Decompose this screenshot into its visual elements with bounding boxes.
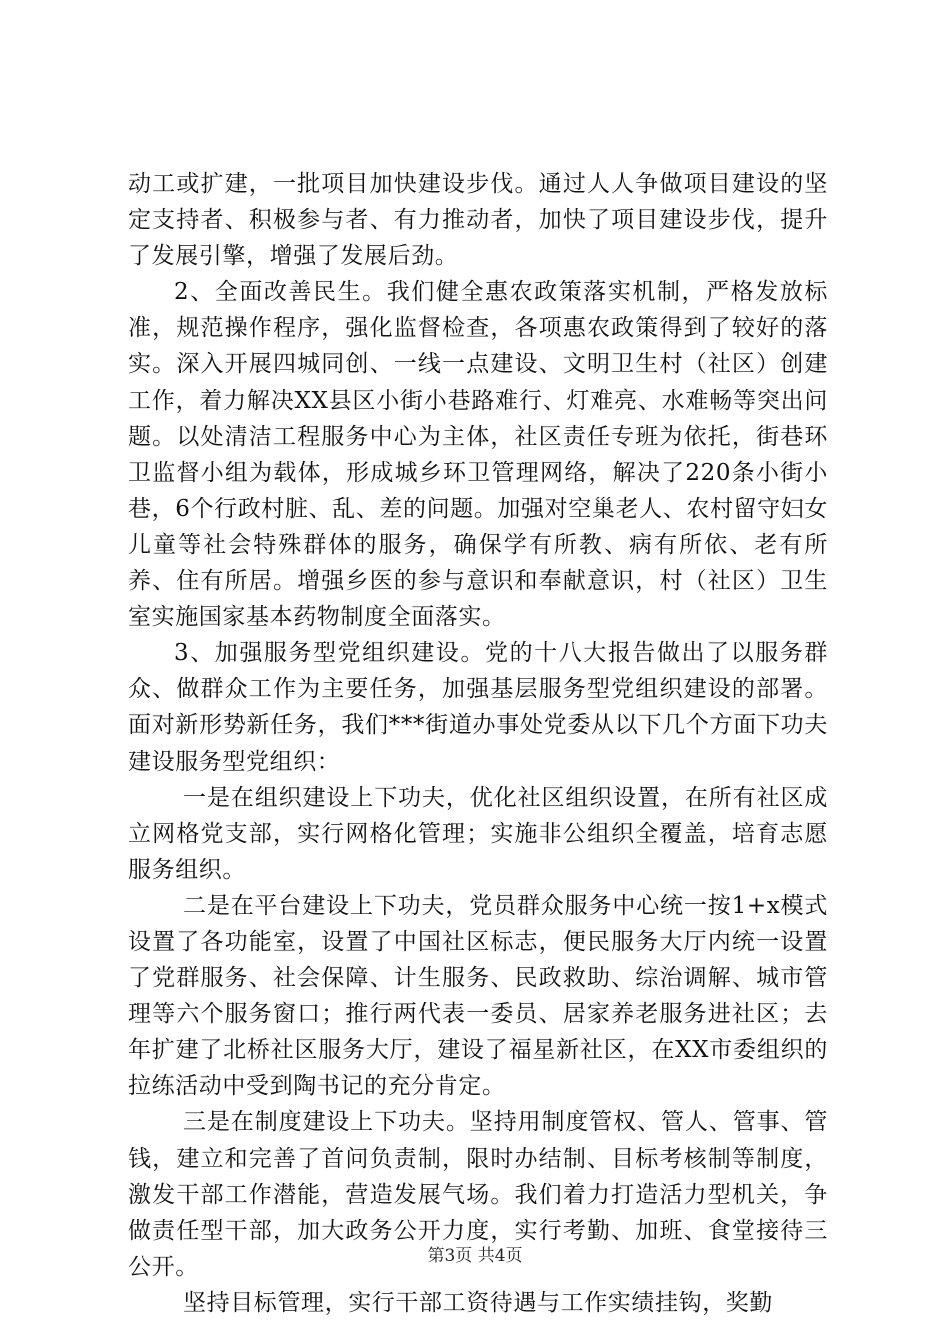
paragraph-project-construction: 动工或扩建，一批项目加快建设步伐。通过人人争做项目建设的坚定支持者、积极参与者、有力推动者，加快了项目建设步伐，提升了发展引擎，增强了发展后劲。 [128, 171, 828, 270]
paragraph-organization-building: 一是在组织建设上下功夫，优化社区组织设置，在所有社区成立网格党支部，实行网格化管理；实施非公组织全覆盖，培育志愿服务组织。 [128, 784, 828, 883]
paragraph-platform-building: 二是在平台建设上下功夫，党员群众服务中心统一按1+x模式设置了各功能室，设置了中国社区标志，便民服务大厅内统一设置了党群服务、社会保障、计生服务、民政救助、综治调解、城市管理等六个服务窗口；推行两代表一委员、居家养老服务进社区；去年扩建了北桥社区服务大厅，建设了福星新社区，在XX市委组织的拉练活动中受到陶书记的充分肯定。 [128, 892, 828, 1100]
paragraph-service-party-organization: 3、加强服务型党组织建设。党的十八大报告做出了以服务群众、做群众工作为主要任务，加强基层服务型党组织建设的部署。面对新形势新任务，我们***街道办事处党委从以下几个方面下功夫建设服务型党组织： [128, 640, 828, 775]
paragraph-system-building: 三是在制度建设上下功夫。坚持用制度管权、管人、管事、管钱，建立和完善了首问负责制，限时办结制、目标考核制等制度，激发干部工作潜能，营造发展气场。我们着力打造活力型机关，争做责任型干部，加大政务公开力度，实行考勤、加班、食堂接待三公开。 [128, 1109, 828, 1280]
paragraph-improve-livelihood: 2、全面改善民生。我们健全惠农政策落实机制，严格发放标准，规范操作程序，强化监督检查，各项惠农政策得到了较好的落实。深入开展四城同创、一线一点建设、文明卫生村（社区）创建工作，着力解决XX县区小街小巷路难行、灯难亮、水难畅等突出问题。以处清洁工程服务中心为主体，社区责任专班为依托，街巷环卫监督小组为载体，形成城乡环卫管理网络，解决了220条小街小巷，6个行政村脏、乱、差的问题。加强对空巢老人、农村留守妇女儿童等社会特殊群体的服务，确保学有所教、病有所依、老有所养、住有所居。增强乡医的参与意识和奉献意识，村（社区）卫生室实施国家基本药物制度全面落实。 [128, 279, 828, 631]
paragraph-target-management: 坚持目标管理，实行干部工资待遇与工作实绩挂钩，奖勤 [183, 1289, 773, 1316]
document-body [128, 166, 828, 1321]
page-number-footer: 第3页 共4页 [427, 1246, 523, 1266]
